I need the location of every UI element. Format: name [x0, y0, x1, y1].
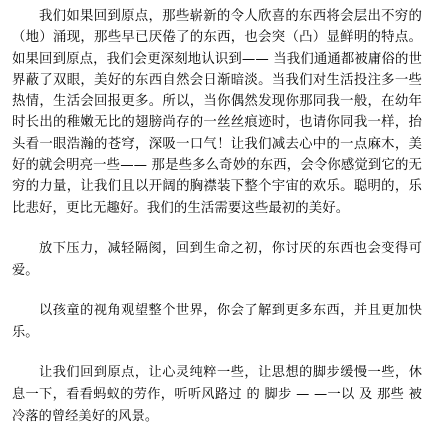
paragraph-1: 我们如果回到原点，那些崭新的令人欣喜的东西将会层出不穷的（地）涌现，那些早已厌倦了的东西，也会突（凸）显鲜明的特点。如果回到原点，我们会更深刻地认识到—— 当我们通通都被庸俗的世界蔽了双眼，美好的东西自然会日渐暗淡。当我们对生活投注多一些热情，生活会回报更多。所以，当你偶然发现你那同我一般，在幼年时长出的稚嫩无比的翅膀尚存的一丝丝痕迹时，也请你同我一样，抬头看一眼浩瀚的苍穹，深吸一口气！让我们减去心中的一点麻木，美好的就会明亮一些—— 那是些多么奇妙的东西，会令你感觉到它的无穷的力量，让我们且以开阔的胸襟装下整个宇宙的欢乐。聪明的，乐比悲好，更比无趣好。我们的生活需要这些最初的美好。	[12, 9, 422, 216]
paragraph-2: 放下压力，减轻隔阂，回到生命之初，你讨厌的东西也会变得可爱。	[12, 240, 422, 278]
paragraph-4: 让我们回到原点，让心灵纯粹一些，让思想的脚步缓慢一些，休息一下，看看蚂蚁的劳作，听听风路过 的 脚步 — —一以 及 那些 被 冷落的曾经美好的风景。	[12, 365, 422, 424]
paragraph-3: 以孩童的视角观望整个世界，你会了解到更多东西，并且更加快乐。	[12, 303, 422, 340]
